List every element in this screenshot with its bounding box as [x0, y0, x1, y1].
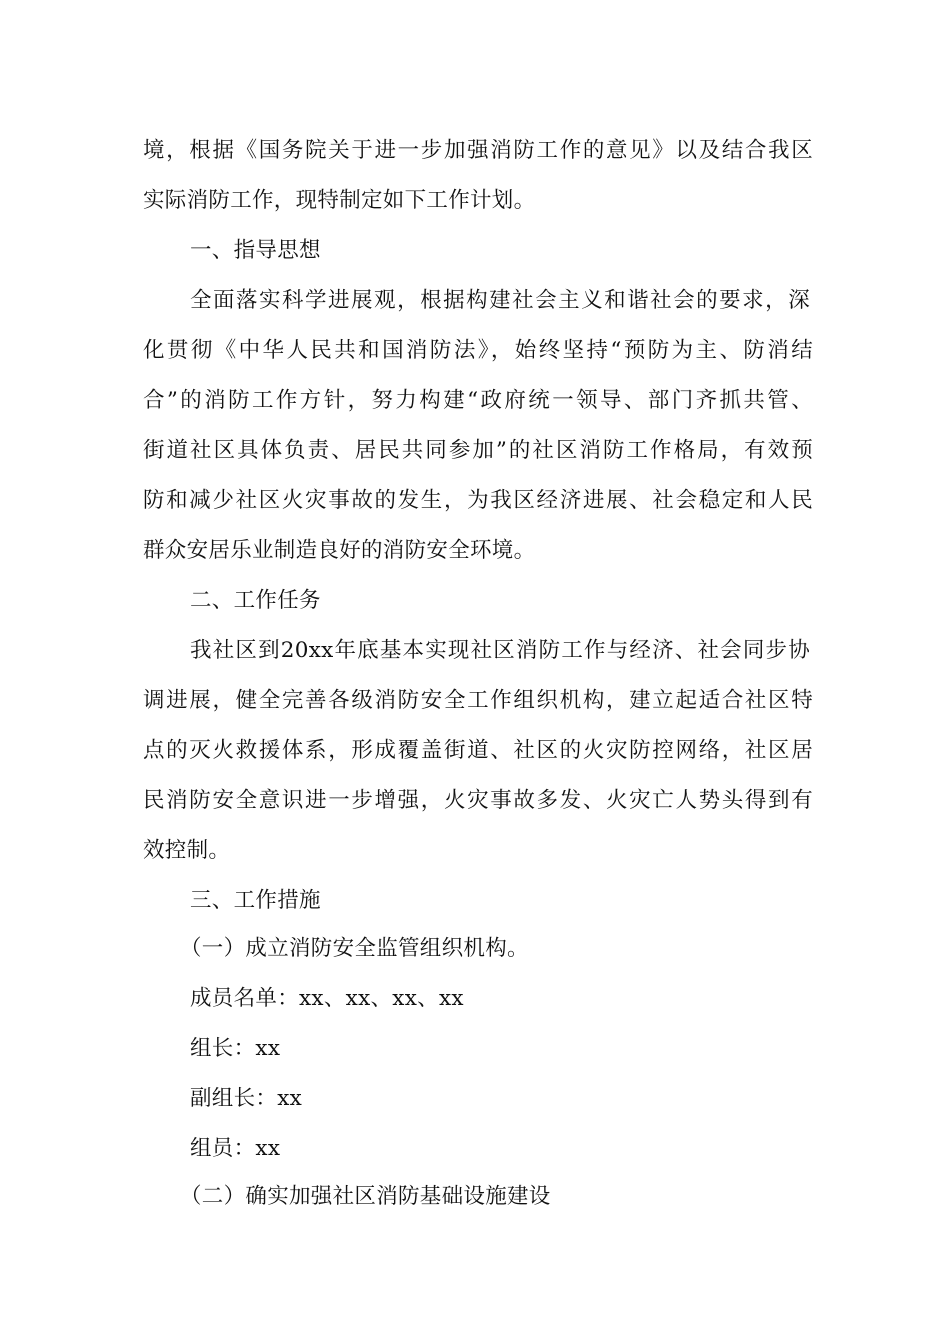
- paragraph-line: 调进展，健全完善各级消防安全工作组织机构，建立起适合社区特: [143, 688, 813, 713]
- section-heading: 二、工作任务: [190, 588, 321, 613]
- paragraph-line: 效控制。: [143, 838, 231, 863]
- paragraph-line: 全面落实科学进展观，根据构建社会主义和谐社会的要求，深: [190, 288, 810, 313]
- member-list-line: 副组长：xx: [190, 1086, 303, 1111]
- paragraph-line: 合”的消防工作方针，努力构建“政府统一领导、部门齐抓共管、: [143, 388, 813, 413]
- section-heading: 三、工作措施: [190, 888, 321, 913]
- member-list-line: 组长：xx: [190, 1036, 281, 1061]
- subsection-heading: （二）确实加强社区消防基础设施建设: [180, 1184, 551, 1209]
- member-list-line: 组员：xx: [190, 1136, 281, 1161]
- paragraph-line: 街道社区具体负责、居民共同参加”的社区消防工作格局，有效预: [143, 438, 813, 463]
- paragraph-line: 防和减少社区火灾事故的发生，为我区经济进展、社会稳定和人民: [143, 488, 813, 513]
- paragraph-line: 民消防安全意识进一步增强，火灾事故多发、火灾亡人势头得到有: [143, 788, 813, 813]
- paragraph-line: 群众安居乐业制造良好的消防安全环境。: [143, 538, 536, 563]
- subsection-heading: （一）成立消防安全监管组织机构。: [180, 936, 529, 961]
- section-heading: 一、指导思想: [190, 238, 321, 263]
- paragraph-line: 化贯彻《中华人民共和国消防法》，始终坚持“预防为主、防消结: [143, 338, 813, 363]
- paragraph-line: 我社区到20xx年底基本实现社区消防工作与经济、社会同步协: [190, 638, 810, 663]
- paragraph-line: 实际消防工作，现特制定如下工作计划。: [143, 188, 536, 213]
- member-list-line: 成员名单：xx、xx、xx、xx: [190, 986, 464, 1011]
- paragraph-line: 境，根据《国务院关于进一步加强消防工作的意见》以及结合我区: [143, 138, 813, 163]
- paragraph-line: 点的灭火救援体系，形成覆盖街道、社区的火灾防控网络，社区居: [143, 738, 813, 763]
